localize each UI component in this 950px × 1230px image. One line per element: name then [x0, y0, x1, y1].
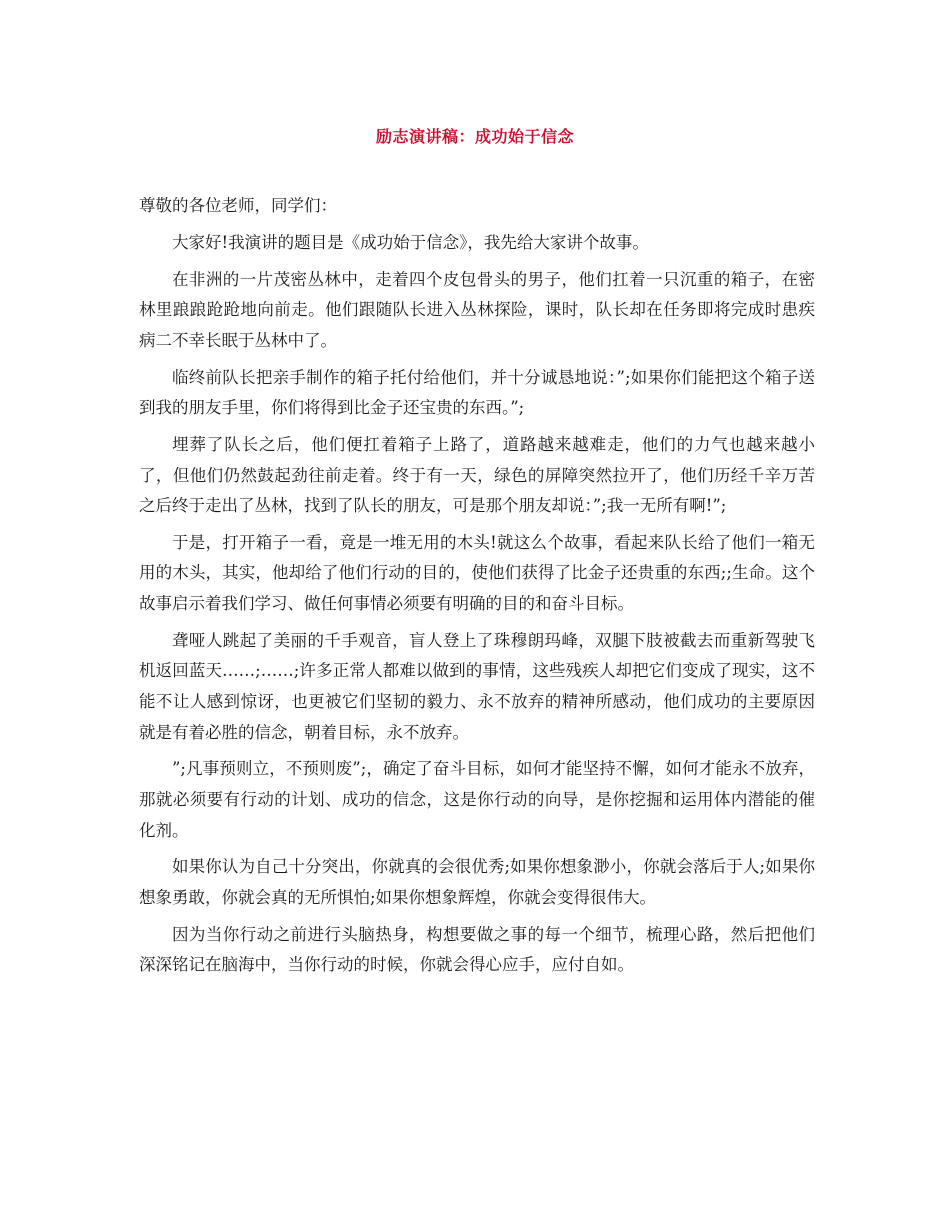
document-title: 励志演讲稿：成功始于信念 [375, 127, 574, 146]
salutation: 尊敬的各位老师，同学们： [139, 196, 337, 215]
paragraph-1: 大家好!我演讲的题目是《成功始于信念》，我先给大家讲个故事。 [172, 232, 649, 252]
paragraph-6: 聋哑人跳起了美丽的千手观音，盲人登上了珠穆朗玛峰，双腿下肢被截去而重新驾驶飞机返回蓝天……;……;许多正常人都难以做到的事情，这些残疾人却把它们变成了现实，这不能不让人感到惊讶，也更被它们坚韧的毅力、永不放弃的精神所感动，他们成功的主要原因就是有着必胜的信念，朝着目标，永不放弃。 [139, 630, 815, 742]
paragraph-5: 于是，打开箱子一看，竟是一堆无用的木头!就这么个故事，看起来队长给了他们一箱无用的木头，其实，他却给了他们行动的目的，使他们获得了比金子还贵重的东西;;生命。这个故事启示着我们学习、做任何事情必须要有明确的目的和奋斗目标。 [139, 532, 815, 614]
paragraph-4: 埋葬了队长之后，他们便扛着箱子上路了，道路越来越难走，他们的力气也越来越小了，但他们仍然鼓起劲往前走着。终于有一天，绿色的屏障突然拉开了，他们历经千辛万苦之后终于走出了丛林，找到了队长的朋友，可是那个朋友却说：”;我一无所有啊!”; [139, 434, 815, 516]
paragraph-3: 临终前队长把亲手制作的箱子托付给他们，并十分诚恳地说：”;如果你们能把这个箱子送到我的朋友手里，你们将得到比金子还宝贵的东西。”; [139, 367, 815, 418]
document-body [139, 191, 815, 987]
paragraph-2: 在非洲的一片茂密丛林中，走着四个皮包骨头的男子，他们扛着一只沉重的箱子，在密林里踉踉跄跄地向前走。他们跟随队长进入丛林探险，课时，队长却在任务即将完成时患疾病二不幸长眠于丛林中了。 [139, 269, 815, 350]
paragraph-8: 如果你认为自己十分突出，你就真的会很优秀;如果你想象渺小，你就会落后于人;如果你想象勇敢，你就会真的无所惧怕;如果你想象辉煌，你就会变得很伟大。 [139, 857, 815, 907]
paragraph-7: ”;凡事预则立，不预则废”;，确定了奋斗目标，如何才能坚持不懈，如何才能永不放弃，那就必须要有行动的计划、成功的信念，这是你行动的向导，是你挖掘和运用体内潜能的催化剂。 [139, 759, 815, 840]
paragraph-9: 因为当你行动之前进行头脑热身，构想要做之事的每一个细节，梳理心路，然后把他们深深铭记在脑海中，当你行动的时候，你就会得心应手，应付自如。 [139, 924, 815, 975]
